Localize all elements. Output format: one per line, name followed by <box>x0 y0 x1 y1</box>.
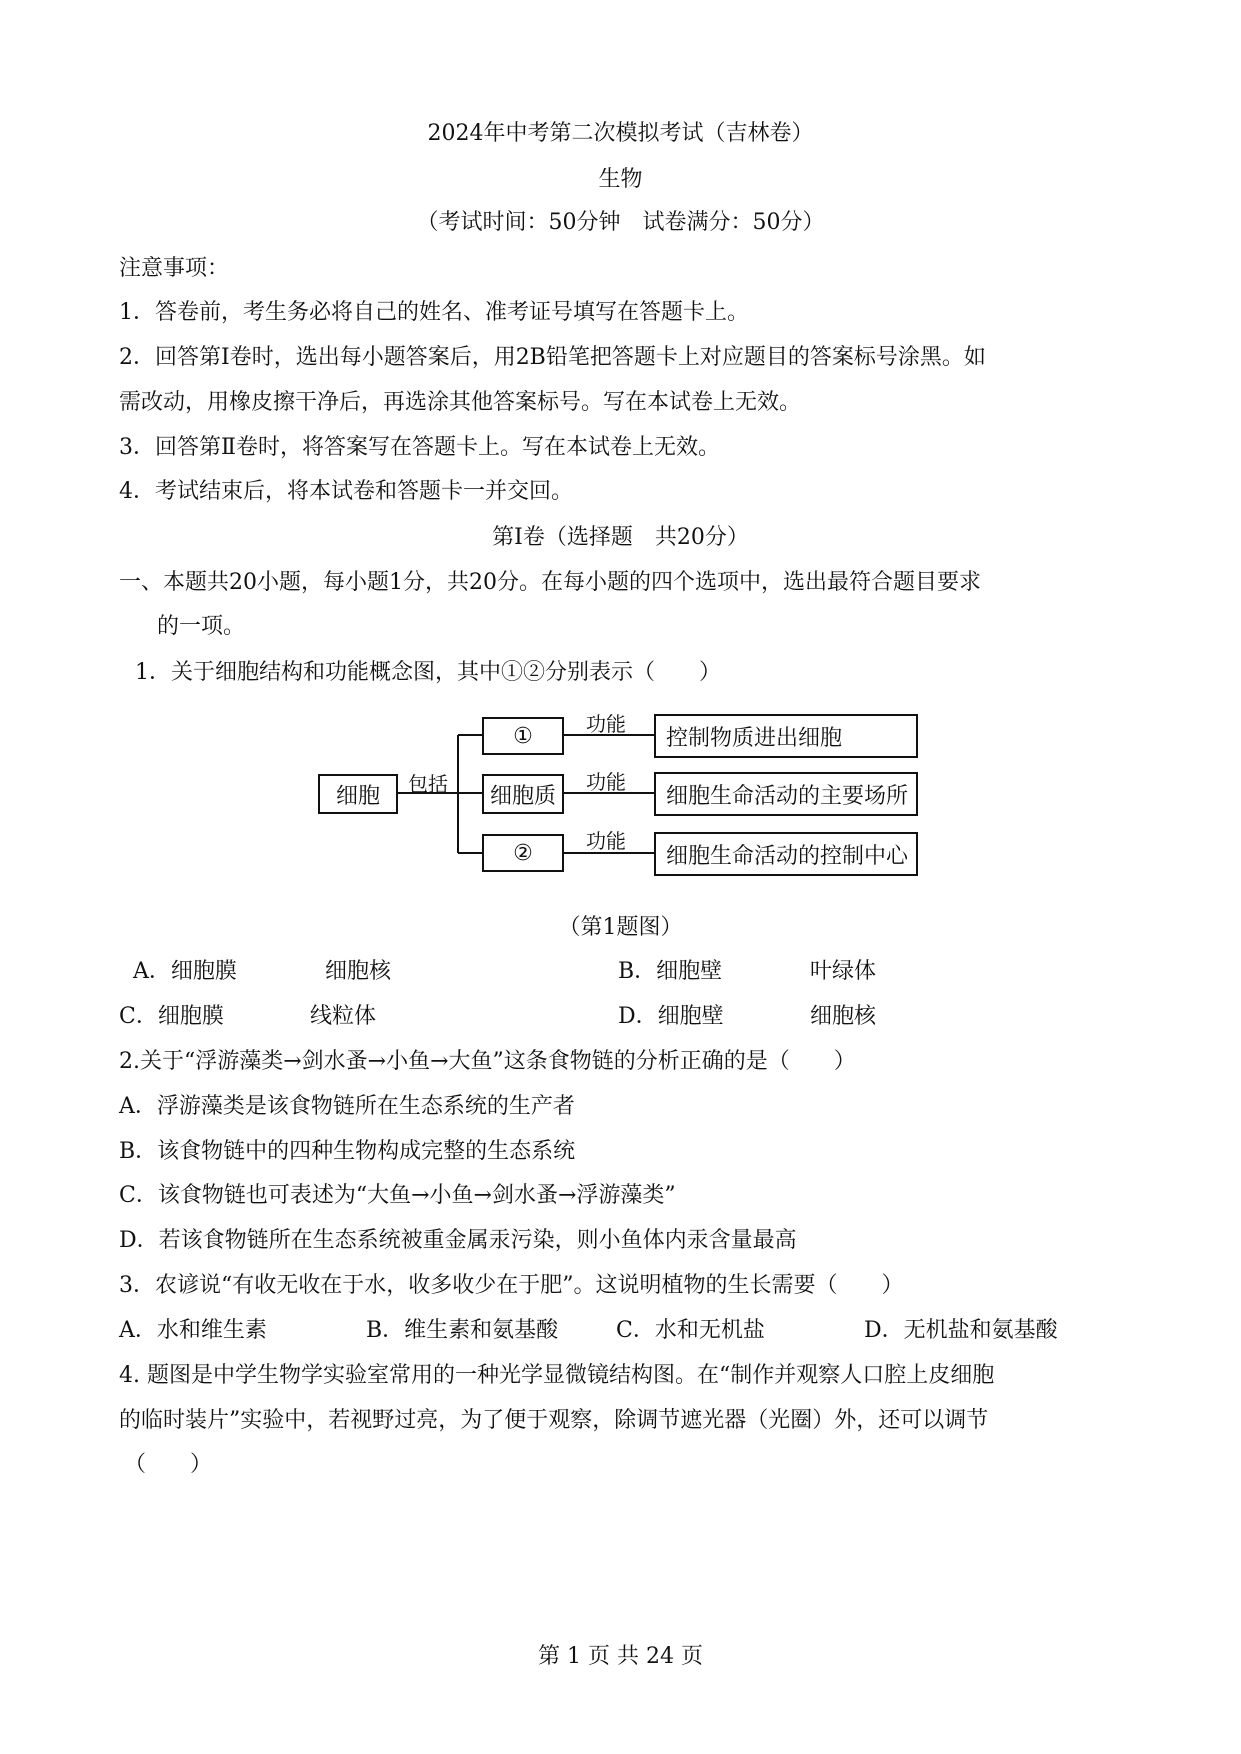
q1-option-d-second: 细胞核 <box>810 1004 877 1029</box>
section-instruction-1: 一、本题共20小题，每小题1分，共20分。在每小题的四个选项中，选出最符合题目要求 <box>119 570 981 595</box>
page-number: 第 1 页 共 24 页 <box>538 1644 703 1669</box>
diagram-part-3: ② <box>482 834 564 872</box>
note-item-2: 2．回答第Ⅰ卷时，选出每小题答案后，用2B铅笔把答题卡上对应题目的答案标号涂黑。如 <box>119 345 986 370</box>
note-item-2-cont: 需改动，用橡皮擦干净后，再选涂其他答案标号。写在本试卷上无效。 <box>119 390 802 415</box>
q3-option-d: D．无机盐和氨基酸 <box>864 1318 1058 1343</box>
q2-stem: 2.关于“浮游藻类→剑水蚤→小鱼→大鱼”这条食物链的分析正确的是（ ） <box>119 1049 856 1074</box>
q1-stem: 1．关于细胞结构和功能概念图，其中①②分别表示（ ） <box>135 660 721 685</box>
exam-title: 2024年中考第二次模拟考试（吉林卷） <box>427 121 814 146</box>
section-title: 第Ⅰ卷（选择题 共20分） <box>492 525 749 550</box>
diagram-function-2: 细胞生命活动的主要场所 <box>654 772 918 816</box>
note-item-3: 3．回答第Ⅱ卷时，将答案写在答题卡上。写在本试卷上无效。 <box>119 435 720 460</box>
q3-stem: 3．农谚说“有收无收在于水，收多收少在于肥”。这说明植物的生长需要（ ） <box>119 1273 904 1298</box>
q1-option-a: A．细胞膜 <box>133 959 237 984</box>
diagram-include-label: 包括 <box>408 772 448 796</box>
q3-option-c: C．水和无机盐 <box>616 1318 765 1343</box>
q1-option-d: D．细胞壁 <box>618 1004 724 1029</box>
q1-option-a-second: 细胞核 <box>325 959 392 984</box>
diagram-function-label-3: 功能 <box>586 829 626 853</box>
q1-option-b-second: 叶绿体 <box>810 959 877 984</box>
q1-caption: （第1题图） <box>558 915 683 940</box>
q1-option-c-second: 线粒体 <box>310 1004 377 1029</box>
exam-info: （考试时间：50分钟 试卷满分：50分） <box>416 210 825 235</box>
note-item-1: 1．答卷前，考生务必将自己的姓名、准考证号填写在答题卡上。 <box>119 300 749 325</box>
q2-option-a: A．浮游藻类是该食物链所在生态系统的生产者 <box>119 1094 575 1119</box>
diagram-function-3: 细胞生命活动的控制中心 <box>654 832 918 876</box>
q2-option-c: C．该食物链也可表述为“大鱼→小鱼→剑水蚤→浮游藻类” <box>119 1183 676 1208</box>
diagram-root-box: 细胞 <box>318 774 398 814</box>
q4-line-2: 的临时装片”实验中，若视野过亮，为了便于观察，除调节遮光器（光圈）外，还可以调节 <box>119 1408 989 1433</box>
q3-option-a: A．水和维生素 <box>119 1318 267 1343</box>
diagram-function-1: 控制物质进出细胞 <box>654 714 918 758</box>
diagram-part-1: ① <box>482 717 564 755</box>
diagram-function-label-1: 功能 <box>586 712 626 736</box>
section-instruction-2: 的一项。 <box>157 614 246 639</box>
cell-concept-diagram <box>310 708 930 878</box>
q4-line-1: 4. 题图是中学生物学实验室常用的一种光学显微镜结构图。在“制作并观察人口腔上皮细胞 <box>119 1363 995 1388</box>
diagram-function-label-2: 功能 <box>586 770 626 794</box>
q1-option-c: C．细胞膜 <box>119 1004 224 1029</box>
notes-heading: 注意事项： <box>119 256 230 281</box>
subject-title: 生物 <box>598 167 643 192</box>
q4-line-3: （ ） <box>124 1452 213 1477</box>
q3-option-b: B．维生素和氨基酸 <box>366 1318 559 1343</box>
q2-option-b: B．该食物链中的四种生物构成完整的生态系统 <box>119 1139 576 1164</box>
q2-option-d: D．若该食物链所在生态系统被重金属汞污染，则小鱼体内汞含量最高 <box>119 1228 797 1253</box>
diagram-part-2: 细胞质 <box>482 774 564 814</box>
note-item-4: 4．考试结束后，将本试卷和答题卡一并交回。 <box>119 479 573 504</box>
q1-option-b: B．细胞壁 <box>618 959 723 984</box>
